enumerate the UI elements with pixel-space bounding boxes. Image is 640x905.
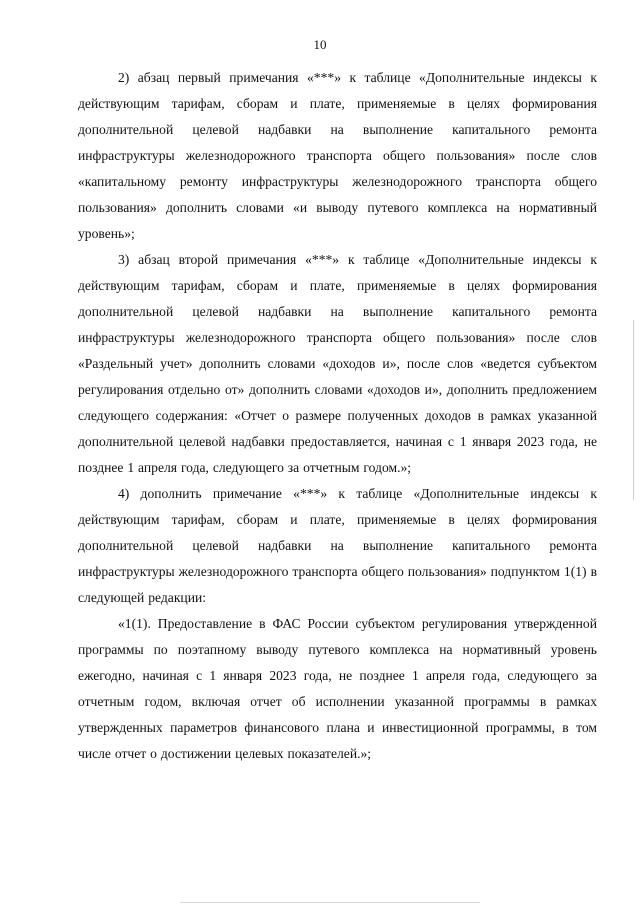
paragraph-item-4: 4) дополнить примечание «***» к таблице «Дополнительные индексы к действующим тарифам, сборам и плате, применяемые в целях формирования дополнительной целевой надбавки на выполнение капитального ремонта инфраструктуры железнодорожного транспорта общего пользования» подпунктом 1(1) в следующей редакции: (78, 486, 597, 605)
paragraph-subitem-1-1: «1(1). Предоставление в ФАС России субъектом регулирования утвержденной программы по поэтапному выводу путевого комплекса на нормативный уровень ежегодно, начиная с 1 января 2023 года, не позднее 1 апреля года, следующего за отчетным годом, включая отчет об исполнении указанной программы в рамках утвержденных параметров финансового плана и инвестиционной программы, в том числе отчет о достижении целевых показателей.»; (78, 616, 597, 761)
paragraph-item-2: 2) абзац первый примечания «***» к таблице «Дополнительные индексы к действующим тарифам, сборам и плате, применяемые в целях формирования дополнительной целевой надбавки на выполнение капитального ремонта инфраструктуры железнодорожного транспорта общего пользования» после слов «капитальному ремонту инфраструктуры железнодорожного транспорта общего пользования» дополнить словами «и выводу путевого комплекса на нормативный уровень»; (78, 70, 597, 241)
paragraph-item-3: 3) абзац второй примечания «***» к таблице «Дополнительные индексы к действующим тарифам, сборам и плате, применяемые в целях формирования дополнительной целевой надбавки на выполнение капитального ремонта инфраструктуры железнодорожного транспорта общего пользования» после слов «Раздельный учет» дополнить словами «доходов и», после слов «ведется субъектом регулирования отдельно от» дополнить словами «доходов и», дополнить предложением следующего содержания: «Отчет о размере полученных доходов в рамках указанной дополнительной целевой надбавки предоставляется, начиная с 1 января 2023 года, не позднее 1 апреля года, следующего за отчетным годом.»; (78, 252, 597, 475)
page-number: 10 (313, 37, 327, 52)
scan-bottom-edge (180, 902, 480, 903)
document-body (78, 65, 597, 767)
scan-edge-mark (633, 320, 634, 500)
